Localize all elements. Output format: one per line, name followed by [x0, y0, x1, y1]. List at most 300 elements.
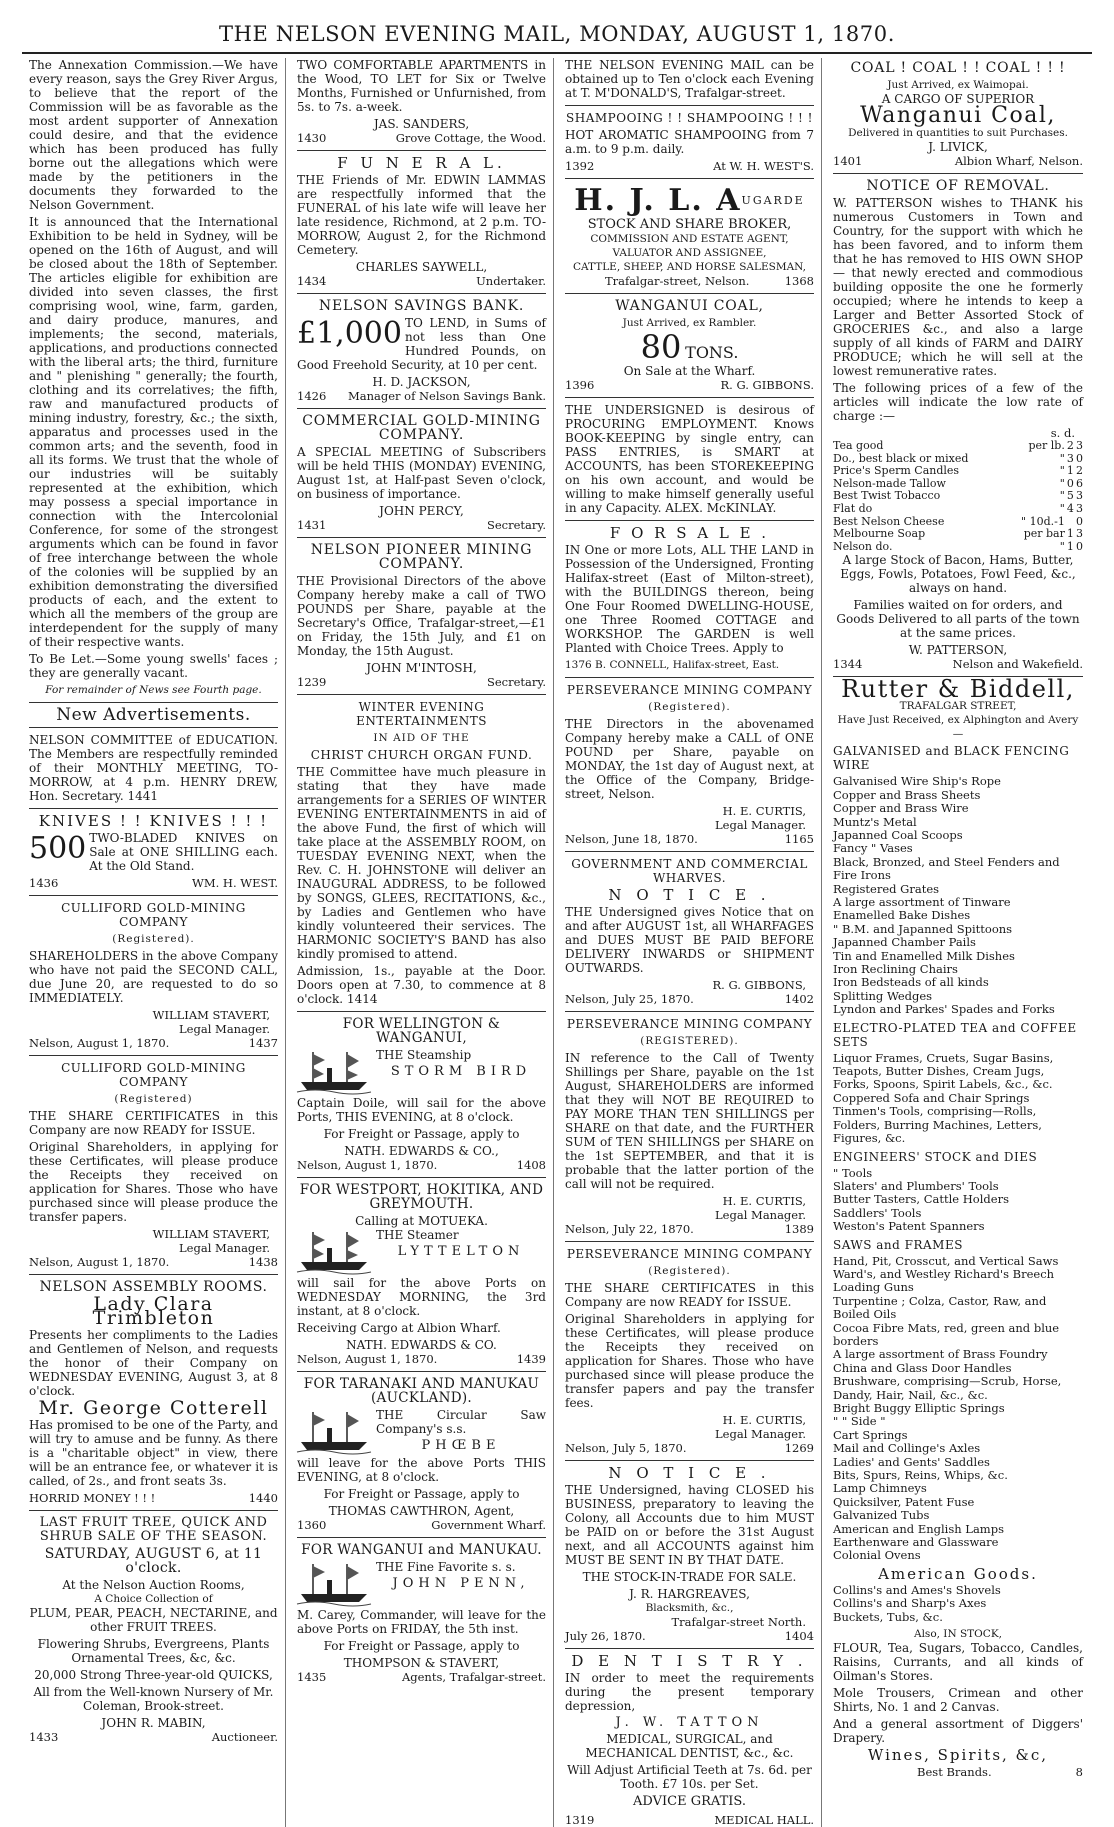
price-shillings: 1 [1066, 527, 1074, 541]
list-item: Bright Buggy Elliptic Springs [833, 1401, 1005, 1415]
knives-count: 500 [29, 831, 87, 866]
steamship-icon [297, 1408, 371, 1454]
prices-table [833, 440, 1083, 553]
price-shillings: 5 [1066, 489, 1074, 503]
list-item: Liquor Frames, Cruets, Sugar Basins, Teapots, Butter Dishes, Cream Jugs, Forks, Spoons, Spirit Labels, &c., &c. [833, 1050, 1054, 1092]
loan-text: TO LEND, in Sums of not less than One Hundred Pounds, on Good Freehold Security, at 10 per cent. [297, 316, 546, 372]
organ-fund-heading: CHRIST CHURCH ORGAN FUND. [310, 748, 533, 762]
price-unit: " 10d.-1 [1021, 514, 1065, 528]
divider [29, 808, 278, 809]
divider [297, 537, 546, 538]
list-item: Splitting Wedges [833, 988, 933, 1003]
hargreaves-stock: THE STOCK-IN-TRADE FOR SALE. [582, 1570, 797, 1584]
list-item: Coppered Sofa and Chair Springs [833, 1090, 1030, 1105]
divider [297, 694, 546, 695]
perseverance-certificates-text: THE SHARE CERTIFICATES in this Company are now READY for ISSUE. [565, 1281, 814, 1309]
culliford-certificates-text-2: Original Shareholders, in applying for these Certificates, will please produce the Receipts they received on application for Shares. Those who have purchased since will please produce the transfer papers. [29, 1140, 278, 1224]
list-item: A large assortment of Tinware [833, 895, 1011, 909]
augarde-line-1: STOCK AND SHARE BROKER, [587, 217, 792, 232]
divider [297, 1177, 546, 1178]
list-item: American and English Lamps [833, 1521, 1004, 1536]
steamship-icon [297, 1560, 371, 1606]
price-row [833, 465, 1083, 478]
perseverance-call-text: THE Directors in the abovenamed Company hereby make a CALL of ONE POUND per Share, payable on MONDAY, the 1st day of August next, at the Office of the Company, Bridge-street, Nelson. [565, 717, 814, 801]
perseverance-registered-2: (REGISTERED). [640, 1035, 739, 1047]
john-penn-agent: THOMPSON & STAVERT, [343, 1656, 500, 1670]
perseverance-title-3: Legal Manager. [715, 1427, 806, 1441]
dentist-prices: Will Adjust Artificial Teeth at 7s. 6d. per Tooth. £7 10s. per Set. [567, 1763, 812, 1791]
coal-seller: R. G. GIBBONS. [720, 378, 814, 392]
fruit-sale-collection: A Choice Collection of [94, 1593, 213, 1605]
price-item: Best Nelson Cheese [833, 514, 945, 528]
list-item: Earthenware and Glassware [833, 1535, 999, 1550]
ref-date: Nelson, July 5, 1870. [565, 1441, 687, 1455]
price-pence: 3 [1076, 489, 1083, 503]
ref-date: Nelson, August 1, 1870. [29, 1255, 170, 1269]
price-unit: per bar [1023, 527, 1065, 541]
divider [565, 677, 814, 678]
column-1 [22, 58, 286, 1827]
bookkeeping-ad: THE UNDERSIGNED is desirous of PROCURING EMPLOYMENT. Knows BOOK-KEEPING by single entry, can PASS ENTRIES, is SMART at ACCOUNTS, has been STOREKEEPING on his own account, and would be willing to make himself generally useful in any Capacity. ALEX. McKINLAY. [565, 403, 814, 515]
phoebe-name: PHŒBE [421, 1438, 501, 1453]
price-item: Nelson do. [833, 539, 893, 553]
auctioneer-name: JOHN R. MABIN, [101, 1716, 206, 1730]
price-unit: " [1059, 489, 1065, 503]
divider [29, 1510, 278, 1511]
list-item: Buckets, Tubs, &c. [833, 1609, 943, 1624]
prices-column-head: s. d. [1050, 426, 1075, 440]
corner-mark: 8 [1075, 1765, 1083, 1780]
list-item: Cart Springs [833, 1427, 908, 1442]
price-pence: 0 [1076, 539, 1083, 553]
savings-bank-heading: NELSON SAVINGS BANK. [318, 298, 525, 314]
wharves-signatory: R. G. GIBBONS, [712, 978, 806, 992]
ref-number: 1368 [784, 274, 814, 288]
ref-number: 1426 [297, 389, 327, 403]
commercial-meeting-text: A SPECIAL MEETING of Subscribers will be held THIS (MONDAY) EVENING, August 1st, at Half-past Seven o'clock, on business of importance. [297, 445, 546, 501]
list-item: Copper and Brass Sheets [833, 787, 981, 802]
list-item: Hand, Pit, Crosscut, and Vertical Saws [833, 1253, 1059, 1268]
culliford-title-2: Legal Manager. [179, 1241, 270, 1255]
knives-seller: WM. H. WEST. [192, 876, 278, 890]
commercial-signatory: JOHN PERCY, [379, 504, 464, 518]
winter-text: THE Committee have much pleasure in stating that they have made arrangements for a SERIES OF WINTER EVENING ENTERTAINMENTS in aid of the above Fund, the first of which will take place at the ASSEMBLY ROOM, on TUESDAY EVENING NEXT, when the Rev. C. H. JOHNSTONE will deliver an INAUGURAL ADDRESS, to be followed by SONGS, GLEES, RECITATIONS, &c., by Ladies and Gentlemen who have kindly volunteered their services. The HARMONIC SOCIETY'S BAND has also kindly promised to attend. [297, 765, 546, 961]
ref-date: Nelson, August 1, 1870. [29, 1036, 170, 1050]
price-shillings: 3 [1066, 451, 1074, 465]
list-item: Saddlers' Tools [833, 1205, 922, 1220]
removal-text: W. PATTERSON wishes to THANK his numerous Customers in Town and Country, for the support with which he has been favored, and to inform them that he has removed to HIS OWN SHOP — that newly erected and commodious building opposite the one he formerly occupied; where he intends to keep a Larger and Better Assorted Stock of GROCERIES &c., and also a large supply of all kinds of FARM and DAIRY PRODUCE; which he will sell at the lowest remunerative rates. [833, 196, 1083, 378]
drapery-text: And a general assortment of Diggers' Drapery. [833, 1717, 1083, 1746]
list-item: Lamp Chimneys [833, 1481, 927, 1496]
saws-heading: SAWS and FRAMES [833, 1237, 963, 1252]
phoebe-text: will leave for the above Ports THIS EVENING, at 8 o'clock. [297, 1456, 546, 1484]
fruit-sale-venue: At the Nelson Auction Rooms, [62, 1578, 245, 1592]
augarde-line-3: VALUATOR AND ASSIGNEE, [612, 247, 767, 259]
storm-bird-apply: For Freight or Passage, apply to [323, 1127, 520, 1141]
price-unit: " [1059, 501, 1065, 515]
winter-admission: Admission, 1s., payable at the Door. Doors open at 7.30, to commence at 8 o'clock. 1414 [297, 964, 546, 1006]
price-pence: 2 [1076, 464, 1083, 478]
dentist-qualifications: MEDICAL, SURGICAL, and MECHANICAL DENTIST, &c., &c. [585, 1732, 794, 1760]
motueka-heading: Calling at MOTUEKA. [355, 1214, 488, 1228]
price-unit: " [1059, 476, 1065, 490]
masthead: THE NELSON EVENING MAIL, MONDAY, AUGUST 1, 1870. [22, 8, 1092, 54]
price-item: Price's Sperm Candles [833, 464, 960, 478]
wines-brands: Best Brands. [917, 1765, 992, 1780]
ref-number: 1402 [784, 992, 814, 1006]
price-pence: 3 [1076, 439, 1083, 452]
dentistry-text: IN order to meet the requirements during the present temporary depression, [565, 1671, 814, 1713]
price-item: Flat do [833, 501, 873, 515]
list-item: Brushware, comprising—Scrub, Horse, Dandy, Hair, Nail, &c., &c. [833, 1374, 1062, 1402]
patterson-name: W. PATTERSON, [908, 643, 1008, 658]
list-item: Mail and Collinge's Axles [833, 1441, 981, 1456]
galvanised-heading: GALVANISED and BLACK FENCING WIRE [833, 744, 1070, 773]
perseverance-certificates-text-2: Original Shareholders in applying for these Certificates, will please produce the Receipts they received on application for Shares. Those who have purchased since will please produce the transfer papers and pay the transfer fees. [565, 1312, 814, 1410]
pioneer-heading: NELSON PIONEER MINING COMPANY. [310, 542, 533, 572]
wellington-heading: FOR WELLINGTON & WANGANUI, [342, 1016, 501, 1046]
removal-stock-text: A large Stock of Bacon, Hams, Butter, Eggs, Fowls, Potatoes, Fowl Feed, &c., always on hand. [840, 553, 1076, 596]
divider [833, 173, 1083, 174]
list-item: Slaters' and Plumbers' Tools [833, 1178, 999, 1193]
for-sale-text: IN One or more Lots, ALL THE LAND in Possession of the Undersigned, Fronting Halifax-street (East of Milton-street), with the BUILDINGS thereon, being One Four Roomed DWELLING-HOUSE, one Three Roomed COTTAGE and WORKSHOP. The GARDEN is well Planted with Choice Trees. Apply to [565, 543, 814, 655]
knives-text: TWO-BLADED KNIVES on Sale at ONE SHILLING each. At the Old Stand. [89, 831, 278, 873]
list-item: Galvanized Tubs [833, 1508, 930, 1523]
phoebe-agent: THOMAS CAWTHRON, Agent, [328, 1504, 515, 1518]
removal-prices-intro: The following prices of a few of the articles will indicate the low rate of charge :— [833, 381, 1083, 423]
wharves-heading: GOVERNMENT AND COMMERCIAL WHARVES. [571, 857, 808, 885]
auctioneer-title: Auctioneer. [211, 1730, 278, 1744]
augarde-initials: H. J. L. A [574, 183, 742, 218]
culliford-call-text: SHAREHOLDERS in the above Company who have not paid the SECOND CALL, due June 20, are requested to do so IMMEDIATELY. [29, 949, 278, 1005]
list-item: Fancy " Vases [833, 841, 913, 856]
lady-clara-text: Presents her compliments to the Ladies and Gentlemen of Nelson, and requests the honor of their Company on WEDNESDAY EVENING, August 3, at 8 o'clock. [29, 1328, 278, 1398]
flour-text: FLOUR, Tea, Sugars, Tobacco, Candles, Raisins, Currants, and all kinds of Oilman's Stores. [833, 1641, 1083, 1684]
divider [565, 851, 814, 852]
perseverance-signatory-2: H. E. CURTIS, [722, 1194, 806, 1208]
coal-delivery-text: Delivered in quantities to suit Purchases. [848, 127, 1068, 139]
list-item: " " Side " [833, 1414, 886, 1429]
ref-number: 1430 [297, 131, 327, 145]
notice-heading-2: N O T I C E . [608, 1464, 771, 1482]
hargreaves-address: Trafalgar-street North. [671, 1615, 806, 1629]
knives-heading: KNIVES ! ! KNIVES ! ! ! [38, 812, 269, 830]
list-item: Iron Bedsteads of all kinds [833, 975, 989, 990]
also-in-stock: Also, IN STOCK, [913, 1628, 1003, 1641]
john-penn-apply: For Freight or Passage, apply to [323, 1639, 520, 1653]
price-item: Tea good [833, 439, 884, 452]
wanganui-manukau-heading: FOR WANGANUI and MANUKAU. [301, 1542, 542, 1558]
shrubs-text: Flowering Shrubs, Evergreens, Plants Ornamental Trees, &c, &c. [37, 1637, 270, 1665]
rutter-address: TRAFALGAR STREET, [899, 700, 1017, 713]
ref-number: 1389 [784, 1222, 814, 1236]
price-pence: 0 [1076, 451, 1083, 465]
medical-hall: MEDICAL HALL. [714, 1813, 814, 1827]
apartments-signatory: JAS. SANDERS, [373, 117, 470, 131]
ref-number: 1360 [297, 1518, 327, 1532]
price-shillings: 1 [1066, 539, 1074, 553]
ref-number: 1431 [297, 518, 327, 532]
price-unit: " [1059, 464, 1065, 478]
list-item: Registered Grates [833, 881, 940, 896]
ref-number: 1319 [565, 1813, 595, 1827]
perseverance-heading-3: PERSEVERANCE MINING COMPANY [566, 1247, 813, 1261]
divider [297, 1011, 546, 1012]
ref-date: Nelson, August 1, 1870. [297, 1158, 438, 1172]
winter-heading: WINTER EVENING ENTERTAINMENTS [356, 700, 487, 728]
list-item: Ward's, and Westley Richard's Breech Loading Guns [833, 1266, 1055, 1295]
divider [29, 727, 278, 728]
ref-number: 1269 [784, 1441, 814, 1455]
coal-merchant: J. LIVICK, [928, 140, 988, 154]
undertaker-name: CHARLES SAYWELL, [355, 260, 488, 274]
perseverance-registered-3: (Registered). [648, 1265, 731, 1277]
john-penn-name: JOHN PENN, [392, 1576, 530, 1591]
lyttelton-cargo: Receiving Cargo at Albion Wharf. [297, 1321, 501, 1335]
price-item: Do., best black or mixed [833, 451, 969, 465]
education-ad: NELSON COMMITTEE of EDUCATION. The Members are respectfully reminded of their MONTHLY MEETING, TO-MORROW, at 4 p.m. HENRY DREW, Hon. Secretary. 1441 [29, 733, 278, 803]
coal-tons-number: 80 [640, 328, 682, 366]
horrid-money: HORRID MONEY ! ! ! [29, 1491, 156, 1505]
culliford-signatory-2: WILLIAM STAVERT, [152, 1227, 270, 1241]
divider [297, 408, 546, 409]
ref-number: 1434 [297, 274, 327, 288]
ref-number: 1435 [297, 1670, 327, 1684]
lady-clara-heading: Lady Clara Trimbleton [92, 1293, 215, 1329]
removal-delivery-text: Families waited on for orders, and Goods Delivered to all parts of the town at the same prices. [836, 598, 1080, 641]
george-cotterell-text: Has promised to be one of the Party, and will try to amuse and be funny. As there is a "charitable object" in view, there will be an entrance fee, or whatever it is called, of 2s., and front seats 3s. [29, 1418, 278, 1488]
storm-bird-name: STORM BIRD [390, 1064, 532, 1079]
engineers-list [833, 1167, 1083, 1234]
augarde-line-2: COMMISSION AND ESTATE AGENT, [590, 233, 789, 245]
saws-list [833, 1255, 1083, 1563]
ref-number: 1439 [516, 1352, 546, 1366]
divider [565, 1648, 814, 1649]
fruit-sale-date: SATURDAY, AUGUST 6, at 11 o'clock. [44, 1546, 263, 1576]
steamship-icon [297, 1228, 371, 1274]
divider [565, 293, 814, 294]
list-item: " B.M. and Japanned Spittoons [833, 921, 1013, 936]
list-item: Galvanised Wire Ship's Rope [833, 774, 1001, 789]
john-penn-text: M. Carey, Commander, will leave for the above Ports on FRIDAY, the 5th inst. [297, 1608, 546, 1636]
shampooing-heading: SHAMPOOING ! ! SHAMPOOING ! ! ! [566, 111, 813, 125]
list-item: A large assortment of Brass Foundry [833, 1347, 1048, 1362]
list-item: China and Glass Door Handles [833, 1360, 1012, 1375]
john-penn-intro: THE Fine Favorite s. s. [376, 1560, 516, 1574]
westport-heading: FOR WESTPORT, HOKITIKA, AND GREYMOUTH. [299, 1182, 544, 1212]
lyttelton-name: LYTTELTON [397, 1244, 525, 1259]
lyttelton-intro: THE Steamer [376, 1228, 459, 1242]
for-sale-ref: 1376 B. CONNELL, Halifax-street, East. [565, 659, 780, 671]
price-pence: 3 [1076, 501, 1083, 515]
engineers-heading: ENGINEERS' STOCK and DIES [833, 1149, 1038, 1164]
list-item: Weston's Patent Spanners [833, 1219, 985, 1234]
price-shillings: 1 [1066, 464, 1074, 478]
divider [565, 520, 814, 521]
list-item: Muntz's Metal [833, 814, 917, 829]
undertaker-title: Undertaker. [476, 274, 546, 288]
ref-date: Nelson, July 25, 1870. [565, 992, 694, 1006]
ref-number: 1437 [248, 1036, 278, 1050]
ref-number: 1408 [516, 1158, 546, 1172]
ref-number: 1433 [29, 1730, 59, 1744]
mole-text: Mole Trousers, Crimean and other Shirts, No. 1 and 2 Canvas. [833, 1686, 1083, 1715]
new-advertisements-heading: New Advertisements. [56, 705, 251, 725]
list-item: Colonial Ovens [833, 1548, 921, 1563]
column-2 [290, 58, 554, 1827]
perseverance-registered-1: (Registered). [648, 701, 731, 713]
taranaki-heading: FOR TARANAKI AND MANUKAU (AUCKLAND). [303, 1376, 540, 1406]
culliford-heading-2: CULLIFORD GOLD-MINING COMPANY [61, 1061, 246, 1089]
divider [29, 702, 278, 703]
coal-sale-location: On Sale at the Wharf. [623, 364, 756, 378]
storm-bird-agent: NATH. EDWARDS & CO., [344, 1144, 499, 1158]
divider [565, 397, 814, 398]
perseverance-title-1: Legal Manager. [715, 818, 806, 832]
divider [297, 1371, 546, 1372]
price-pence: 0 [1076, 514, 1083, 528]
price-item: Nelson-made Tallow [833, 476, 946, 490]
list-item: Quicksilver, Patent Fuse [833, 1494, 975, 1509]
perseverance-title-2: Legal Manager. [715, 1208, 806, 1222]
list-item: Tin and Enamelled Milk Dishes [833, 948, 1015, 963]
price-shillings: 2 [1066, 439, 1074, 452]
columns [22, 58, 1092, 1827]
culliford-signatory: WILLIAM STAVERT, [152, 1008, 270, 1022]
dentistry-heading: D E N T I S T R Y . [571, 1652, 808, 1670]
wanganui-coal-title: Wanganui Coal, [860, 103, 1056, 128]
phoebe-apply: For Freight or Passage, apply to [323, 1487, 520, 1501]
divider [297, 150, 546, 151]
list-item: Black, Bronzed, and Steel Fenders and Fire Irons [833, 854, 1060, 883]
divider [297, 1537, 546, 1538]
removal-heading: NOTICE OF REMOVAL. [866, 178, 1050, 194]
lyttelton-agent: NATH. EDWARDS & CO. [346, 1338, 497, 1352]
column-3 [558, 58, 822, 1827]
nursery-text: All from the Well-known Nursery of Mr. Coleman, Brook-street. [33, 1685, 274, 1713]
divider [29, 1055, 278, 1056]
to-be-let-paragraph: To Be Let.—Some young swells' faces ; they are generally vacant. [29, 652, 278, 680]
augarde-line-4: CATTLE, SHEEP, AND HORSE SALESMAN, [572, 261, 807, 273]
ref-number: 1239 [297, 675, 327, 689]
pioneer-signatory: JOHN M'INTOSH, [366, 661, 477, 675]
augarde-address: Trafalgar-street, Nelson. [605, 274, 750, 288]
remainder-note: For remainder of News see Fourth page. [45, 684, 262, 696]
perseverance-heading-2: PERSEVERANCE MINING COMPANY [566, 1017, 813, 1031]
list-item: Cocoa Fibre Mats, red, green and blue borders [833, 1320, 1060, 1348]
ref-number: 1440 [248, 1491, 278, 1505]
list-item: Copper and Brass Wire [833, 801, 969, 816]
price-pence: 6 [1076, 476, 1083, 490]
wanganui-coal-heading: WANGANUI COAL, [615, 298, 764, 314]
coal-cargo-text: A CARGO OF SUPERIOR [881, 92, 1035, 106]
quicks-text: 20,000 Strong Three-year-old QUICKS, [34, 1668, 273, 1682]
ref-date: Nelson, July 22, 1870. [565, 1222, 694, 1236]
divider [29, 895, 278, 896]
storm-bird-text: Captain Doile, will sail for the above Ports, THIS EVENING, at 8 o'clock. [297, 1096, 546, 1124]
bank-manager-title: Manager of Nelson Savings Bank. [347, 389, 546, 403]
culliford-registered-2: (Registered) [114, 1093, 193, 1105]
storm-bird-intro: THE Steamship [376, 1048, 472, 1062]
galvanised-list [833, 775, 1083, 1016]
exhibition-paragraph: It is announced that the International Exhibition to be held in Sydney, will be opened on the 16th of August, and will be closed about the 18th of September. The articles eligible for exhibition are divided into seven classes, the first comprising wool, wine, farm, garden, and dairy produce, manures, and implements; the second, materials, applications, and productions connected with the liberal arts; the third, furniture and " plenishing " generally; the fourth, clothing and its correlatives; the fifth, raw and manufactured products of mining industry, forestry, &c.; the sixth, apparatus and processes used in the common arts; and the seventh, food in all its forms. We trust that the whole of our industries will be suitably represented at the exhibition, which may possess a special importance in connection with the Intercolonial Conference, for some of the strongest arguments which can be found in favor of free interchange between the whole of the colonies will be supplied by an exhibition demonstrating the diversified products of each, and the extent to which all the members of the group are interdependent for the supply of many of their respective wants. [29, 215, 278, 649]
list-item: Bits, Spurs, Reins, Whips, &c. [833, 1468, 1008, 1483]
price-item: Best Twist Tobacco [833, 489, 941, 503]
rutter-biddell-heading: Rutter & Biddell, [841, 675, 1075, 704]
list-item: Lyndon and Parkes' Spades and Forks [833, 1002, 1055, 1017]
patterson-location: Nelson and Wakefield. [952, 657, 1083, 672]
ref-number: 1404 [784, 1629, 814, 1643]
electro-list [833, 1052, 1083, 1146]
list-item: " Tools [833, 1165, 873, 1180]
culliford-certificates-text: THE SHARE CERTIFICATES in this Company are now READY for ISSUE. [29, 1109, 278, 1137]
list-item: Butter Tasters, Cattle Holders [833, 1192, 1009, 1207]
price-row [833, 528, 1083, 541]
phoebe-intro: THE Circular Saw Company's s.s. [376, 1408, 546, 1436]
shampooing-place: At W. H. WEST'S. [713, 159, 814, 173]
notice-heading: N O T I C E . [608, 886, 771, 904]
ref-number: 1396 [565, 378, 595, 392]
list-item: Ladies' and Gents' Saddles [833, 1454, 990, 1469]
divider [565, 1011, 814, 1012]
price-unit: per lb. [1028, 439, 1065, 452]
list-item: Enamelled Bake Dishes [833, 908, 971, 923]
american-goods-heading: American Goods. [878, 1564, 1038, 1583]
loan-amount: £1,000 [297, 316, 402, 351]
fruit-trees-text: PLUM, PEAR, PEACH, NECTARINE, and other FRUIT TREES. [29, 1606, 278, 1634]
assembly-rooms-heading: NELSON ASSEMBLY ROOMS. [39, 1279, 268, 1295]
pioneer-text: THE Provisional Directors of the above Company hereby make a call of TWO POUNDS per Share, payable at the Secretary's Office, Trafalgar-street,—£1 on Friday, the 15th July, and £1 on Monday, the 15th August. [297, 574, 546, 658]
shampooing-text: HOT AROMATIC SHAMPOOING from 7 a.m. to 9 p.m. daily. [565, 128, 814, 156]
ref-number: 1438 [248, 1255, 278, 1269]
hargreaves-name: J. R. HARGREAVES, [629, 1587, 750, 1601]
winter-sub: IN AID OF THE [373, 732, 470, 744]
funeral-text: THE Friends of Mr. EDWIN LAMMAS are respectfully informed that the FUNERAL of his late wife will leave her late residence, Richmond, at 2 p.m. TO-MORROW, August 2, for the Richmond Cemetery. [297, 173, 546, 257]
wanganui-coal-arrival: Just Arrived, ex Rambler. [622, 317, 757, 329]
perseverance-heading-1: PERSEVERANCE MINING COMPANY [566, 683, 813, 697]
ref-date: Nelson, August 1, 1870. [297, 1352, 438, 1366]
ref-date: Nelson, June 18, 1870. [565, 832, 698, 846]
lyttelton-text: will sail for the above Ports on WEDNESDAY MORNING, the 3rd instant, at 8 o'clock. [297, 1276, 546, 1318]
commercial-heading: COMMERCIAL GOLD-MINING COMPANY. [302, 413, 541, 443]
price-unit: " [1059, 451, 1065, 465]
augarde-heading [565, 184, 814, 218]
wharves-text: THE Undersigned gives Notice that on and after AUGUST 1st, all WHARFAGES and DUES MUST BE PAID BEFORE DELIVERY INWARDS or SHIPMENT OUTWARDS. [565, 905, 814, 975]
apartments-address: Grove Cottage, the Wood. [395, 131, 546, 145]
culliford-registered-1: (Registered). [112, 933, 195, 945]
price-shillings: 4 [1066, 501, 1074, 515]
price-row [833, 541, 1083, 554]
pioneer-title: Secretary. [486, 675, 546, 689]
divider [565, 178, 814, 179]
bank-manager-name: H. D. JACKSON, [372, 375, 471, 389]
list-item: Tinmen's Tools, comprising—Rolls, Folders, Burring Machines, Letters, Figures, &c. [833, 1104, 1042, 1146]
perseverance-signatory-3: H. E. CURTIS, [722, 1413, 806, 1427]
evening-mail-notice: THE NELSON EVENING MAIL can be obtained up to Ten o'clock each Evening at T. M'DONALD'S, Trafalgar-street. [565, 58, 814, 100]
rutter-received: Have Just Received, ex Alphington and Avery— [837, 714, 1079, 741]
advice-gratis: ADVICE GRATIS. [633, 1794, 746, 1809]
coal-heading: COAL ! COAL ! ! COAL ! ! ! [850, 60, 1066, 76]
american-goods-list [833, 1584, 1083, 1624]
column-4 [826, 58, 1090, 1827]
fruit-sale-heading: LAST FRUIT TREE, QUICK AND SHRUB SALE OF THE SEASON. [39, 1515, 268, 1544]
price-row [833, 440, 1083, 453]
ref-number: 1401 [833, 154, 863, 168]
list-item: Collins's and Ames's Shovels [833, 1582, 1001, 1597]
list-item: Turpentine ; Colza, Castor, Raw, and Boiled Oils [833, 1293, 1047, 1322]
electro-heading: ELECTRO-PLATED TEA and COFFEE SETS [833, 1020, 1077, 1049]
ref-number: 1436 [29, 876, 59, 890]
